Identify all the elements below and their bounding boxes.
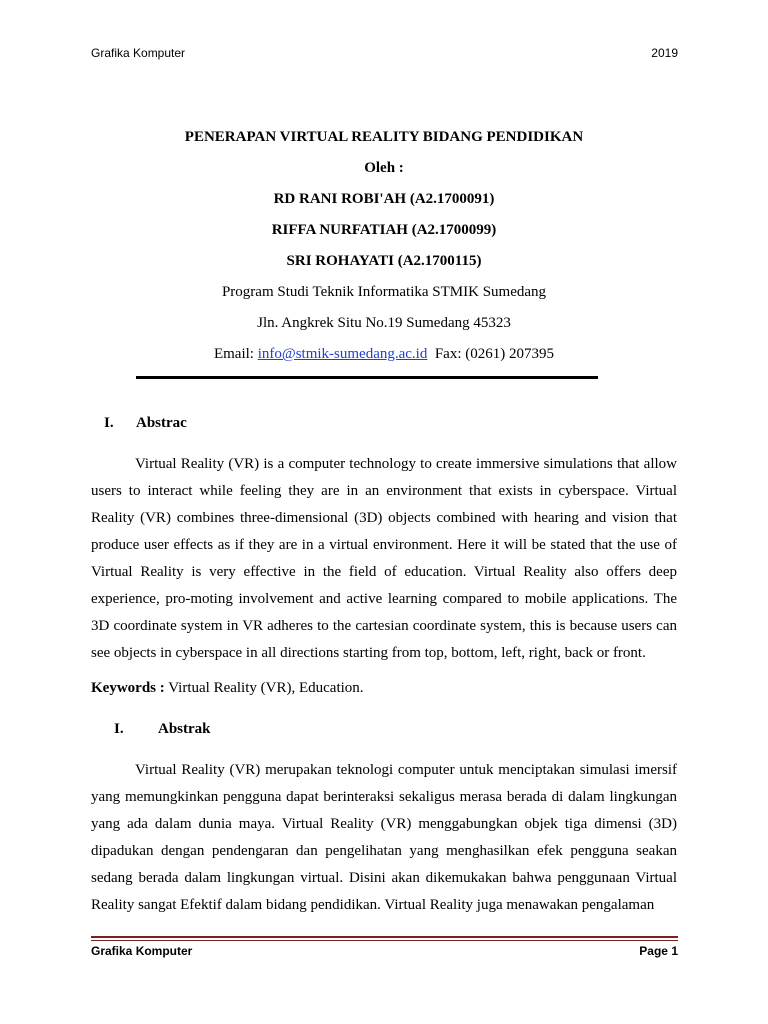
author-3: SRI ROHAYATI (A2.1700115)	[286, 253, 482, 269]
header-right: 2019	[651, 46, 678, 60]
keywords	[91, 680, 364, 697]
author-2: RIFFA NURFATIAH (A2.1700099)	[271, 222, 497, 238]
author-1: RD RANI ROBI'AH (A2.1700091)	[273, 191, 495, 207]
header-left: Grafika Komputer	[91, 46, 186, 60]
by-label: Oleh :	[364, 160, 404, 176]
abstract-en-heading	[104, 415, 187, 432]
title-divider	[136, 376, 598, 379]
section-number: I.	[114, 721, 124, 737]
section-title: Abstrak	[158, 721, 211, 737]
section-title: Abstrac	[136, 415, 187, 431]
paper-title: PENERAPAN VIRTUAL REALITY BIDANG PENDIDIKAN	[184, 129, 584, 145]
page-header	[91, 46, 678, 60]
abstract-id-body: Virtual Reality (VR) merupakan teknologi computer untuk menciptakan simulasi imersif yang memungkinkan pengguna dapat berinteraksi sekaligus merasa berada di dalam lingkungan yang ada dalam dunia maya. Virtual Reality (VR) menggabungkan objek tiga dimensi (3D) dipadukan dengan pendengaran dan pengelihatan yang menghasilkan efek pengguna seakan sedang berada dalam lingkungan virtual. Disini akan dikemukakan bahwa penggunaan Virtual Reality sangat Efektif dalam bidang pendidikan. Virtual Reality juga menawakan pengalaman	[91, 762, 677, 913]
contact-line	[0, 339, 768, 370]
footer-rule	[91, 936, 678, 938]
page-footer	[91, 944, 678, 958]
address: Jln. Angkrek Situ No.19 Sumedang 45323	[257, 315, 511, 331]
email-label: Email:	[213, 346, 254, 362]
section-number: I.	[104, 415, 114, 431]
abstract-id-heading	[114, 721, 211, 738]
page-number: Page 1	[639, 944, 678, 958]
keywords-value: Virtual Reality (VR), Education.	[168, 680, 364, 696]
email-link[interactable]: info@stmik-sumedang.ac.id	[257, 346, 428, 362]
title-block	[0, 122, 768, 370]
keywords-label: Keywords :	[91, 680, 165, 696]
fax: Fax: (0261) 207395	[434, 346, 555, 362]
affiliation: Program Studi Teknik Informatika STMIK Sumedang	[221, 284, 547, 300]
footer-rule-thin	[91, 940, 678, 941]
abstract-en-body: Virtual Reality (VR) is a computer technology to create immersive simulations that allow users to interact while feeling they are in an environment that exists in cyberspace. Virtual Reality (VR) combines three-dimensional (3D) objects combined with hearing and vision that produce user effects as if they are in a virtual environment. Here it will be stated that the use of Virtual Reality is very effective in the field of education. Virtual Reality also offers deep experience, pro-moting involvement and active learning compared to mobile applications. The 3D coordinate system in VR adheres to the cartesian coordinate system, this is because users can see objects in cyberspace in all directions starting from top, bottom, left, right, back or front.	[91, 456, 677, 661]
footer-left: Grafika Komputer	[91, 944, 193, 958]
